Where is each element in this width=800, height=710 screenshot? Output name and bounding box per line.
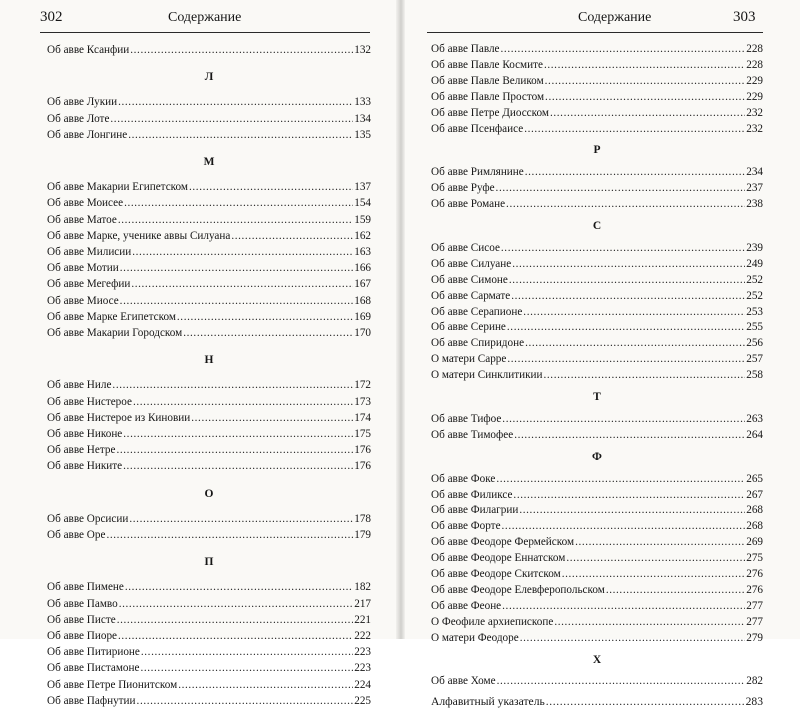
entry-page-number: 229 (746, 74, 763, 87)
toc-entry (47, 458, 371, 474)
entry-page-number: 175 (354, 428, 371, 440)
entry-title: Об авве Филагрии (431, 504, 519, 517)
toc-entry (47, 677, 371, 693)
leader-dots (137, 693, 354, 709)
section-letter: П (204, 556, 214, 569)
entry-title: О матери Феодоре (431, 631, 519, 644)
toc-entry (431, 630, 763, 646)
leader-dots (118, 94, 353, 110)
entry-page-number: 256 (746, 337, 763, 350)
toc-entry (431, 41, 763, 57)
entry-title: Об авве Серине (431, 321, 506, 334)
toc-entry (431, 335, 763, 351)
toc-entry (431, 196, 763, 212)
leader-dots (502, 518, 746, 534)
entry-page-number: 268 (746, 520, 763, 533)
entry-title: Об авве Никите (47, 460, 123, 473)
entry-page-number: 275 (746, 552, 763, 565)
entry-page-number: 159 (354, 213, 371, 226)
entry-title: Об авве Ниле (47, 379, 112, 392)
toc-entry (47, 660, 371, 676)
entry-title: Об авве Моисее (47, 197, 124, 210)
leader-dots (562, 566, 746, 582)
leader-dots (509, 272, 745, 288)
entry-page-number: 179 (354, 529, 371, 541)
toc-entry (431, 256, 763, 272)
entry-page-number: 279 (746, 631, 763, 644)
toc-entry (431, 105, 763, 121)
toc-entry (431, 502, 763, 518)
entry-title: Об авве Лоте (47, 112, 110, 125)
section-letter: Т (593, 391, 601, 403)
entry-page-number: 163 (354, 246, 371, 258)
section-letter: С (592, 220, 602, 232)
entry-page-number: 265 (746, 472, 763, 485)
entry-page-number: 269 (746, 536, 763, 549)
leader-dots (130, 42, 353, 58)
entry-page-number: 172 (354, 379, 371, 392)
toc-entry (431, 89, 763, 105)
entry-page-number: 252 (746, 289, 763, 302)
entry-title: Об авве Мотии (47, 262, 119, 275)
entry-title: Об авве Писте (47, 613, 116, 626)
leader-dots (544, 57, 745, 73)
entry-page-number: 238 (746, 198, 763, 211)
entry-page-number: 268 (746, 504, 763, 517)
leader-dots (112, 377, 353, 393)
entry-page-number: 234 (746, 166, 763, 179)
leader-dots (128, 127, 353, 143)
leader-dots (511, 288, 745, 304)
right-header-rule (427, 32, 763, 33)
entry-title: Об авве Петре Пионитском (47, 678, 178, 691)
toc-entry (431, 121, 763, 137)
entry-title: Об авве Псенфаисе (431, 122, 524, 135)
toc-entry (47, 111, 371, 127)
entry-page-number: 166 (354, 262, 371, 275)
leader-dots (512, 256, 745, 272)
leader-dots (183, 325, 353, 341)
entry-title: Об авве Феодоре Елевферопольском (431, 583, 605, 596)
toc-entry (431, 288, 763, 304)
section-letter: О (204, 487, 214, 500)
section-letter: Н (204, 354, 214, 367)
entry-page-number: 239 (746, 241, 763, 254)
entry-title: Об авве Нетре (47, 444, 116, 457)
leader-dots (523, 304, 745, 320)
toc-entry (47, 309, 371, 325)
left-page (0, 0, 399, 707)
entry-page-number: 277 (746, 599, 763, 612)
entry-title: Об авве Пафнутии (47, 694, 136, 707)
entry-title: Об авве Павле Космите (431, 58, 543, 71)
entry-title: Об авве Макарии Городском (47, 327, 183, 339)
toc-entry (47, 693, 371, 709)
entry-title: Об авве Сармате (431, 289, 511, 302)
entry-title: Об авве Пистамоне (47, 662, 140, 675)
toc-entry (431, 240, 763, 256)
toc-entry (431, 411, 763, 427)
entry-page-number: 223 (354, 646, 371, 659)
toc-entry (431, 351, 763, 367)
leader-dots (118, 628, 353, 644)
entry-page-number: 135 (354, 128, 371, 141)
toc-entry (47, 212, 371, 228)
entry-page-number: 258 (746, 369, 763, 382)
toc-entry (431, 471, 763, 487)
entry-title: Об авве Тифое (431, 412, 502, 425)
entry-page-number: 176 (354, 444, 371, 457)
section-letter: Х (592, 653, 602, 666)
leader-dots (550, 105, 745, 121)
entry-page-number: 176 (354, 460, 371, 473)
leader-dots (525, 335, 745, 351)
leader-dots (575, 534, 745, 550)
book-gutter (396, 0, 405, 639)
toc-entry (431, 73, 763, 89)
entry-page-number: 178 (354, 512, 371, 525)
entry-page-number: 257 (746, 353, 763, 366)
toc-entry (431, 614, 763, 630)
entry-page-number: 173 (354, 395, 371, 408)
entry-title: Об авве Сисое (431, 241, 500, 254)
leader-dots (140, 660, 353, 676)
entry-title: Об авве Лукии (47, 96, 118, 109)
toc-entry (47, 628, 371, 644)
leader-dots (106, 527, 353, 543)
leader-dots (502, 598, 745, 614)
toc-entry (47, 377, 371, 393)
entry-title: Об авве Хоме (431, 675, 496, 688)
entry-page-number: 283 (745, 695, 763, 709)
entry-page-number: 264 (746, 428, 763, 441)
entry-page-number: 182 (354, 581, 371, 594)
entry-title: Об авве Пиоре (47, 630, 118, 642)
leader-dots (132, 244, 353, 260)
entry-title: Об авве Фоке (431, 472, 496, 485)
toc-entry (431, 487, 763, 503)
entry-title: Об авве Петре Диосском (431, 106, 549, 119)
toc-entry (47, 325, 371, 341)
leader-dots (519, 502, 745, 518)
leader-dots (496, 180, 746, 196)
entry-title: Об авве Феодоре Еннатском (431, 552, 566, 565)
leader-dots (231, 228, 353, 244)
toc-entry (431, 367, 763, 383)
leader-dots (606, 582, 745, 598)
toc-entry (47, 511, 371, 527)
entry-title: Об авве Симоне (431, 273, 508, 286)
entry-title: Об авве Павле Великом (431, 74, 544, 87)
leader-dots (525, 164, 745, 180)
entry-title: О матери Синклитикии (431, 369, 543, 382)
leader-dots (125, 579, 353, 595)
leader-dots (545, 89, 745, 105)
entry-title: Об авве Питирионе (47, 646, 140, 659)
toc-entry (47, 612, 371, 628)
leader-dots (123, 426, 353, 442)
entry-page-number: 134 (354, 112, 371, 125)
entry-title: Об авве Никоне (47, 428, 123, 440)
leader-dots (129, 511, 353, 527)
toc-entry (47, 276, 371, 292)
toc-entry (47, 179, 371, 195)
entry-title: Об авве Орсисии (47, 512, 129, 525)
entry-title: Об авве Миосе (47, 294, 119, 307)
section-letter: Ф (592, 450, 602, 463)
entry-page-number: 132 (354, 44, 371, 56)
entry-page-number: 223 (354, 662, 371, 675)
toc-entry (47, 228, 371, 244)
entry-title: Об авве Макарии Египетском (47, 181, 188, 194)
leader-dots (501, 41, 746, 57)
right-page (401, 0, 800, 709)
toc-entry (431, 57, 763, 73)
leader-dots (545, 73, 746, 89)
entry-title: Об авве Пимене (47, 581, 124, 594)
leader-dots (124, 195, 353, 211)
entry-title: Об авве Нистерое (47, 395, 132, 408)
toc-entry (47, 410, 371, 426)
entry-title: Об авве Феодоре Фермейском (431, 536, 575, 549)
entry-title: Об авве Римлянине (431, 166, 524, 179)
toc-entry (47, 579, 371, 595)
entry-title: Об авве Силуане (431, 257, 512, 270)
leader-dots (501, 240, 745, 256)
leader-dots (544, 367, 746, 383)
leader-dots (524, 121, 745, 137)
leader-dots (119, 596, 353, 612)
leader-dots (496, 471, 745, 487)
entry-page-number: 282 (746, 675, 763, 688)
toc-entry (431, 598, 763, 614)
entry-page-number: 276 (746, 583, 763, 596)
entry-page-number: 225 (354, 694, 371, 707)
entry-page-number: 133 (354, 96, 371, 109)
entry-title: Об авве Мегефии (47, 278, 131, 291)
entry-title: Об авве Памво (47, 597, 118, 610)
entry-page-number: 253 (746, 305, 763, 318)
entry-page-number: 167 (354, 278, 371, 291)
entry-page-number: 222 (354, 630, 371, 642)
toc-entry (47, 644, 371, 660)
leader-dots (178, 677, 353, 693)
entry-page-number: 229 (746, 90, 763, 103)
entry-page-number: 224 (354, 678, 371, 691)
entry-page-number: 154 (354, 197, 371, 210)
entry-page-number: 162 (354, 229, 371, 242)
leader-dots (120, 260, 353, 276)
entry-page-number: 217 (354, 597, 371, 610)
toc-entry (47, 596, 371, 612)
leader-dots (118, 212, 353, 228)
entry-title: О матери Сарре (431, 353, 507, 366)
entry-page-number: 170 (354, 327, 371, 339)
toc-entry (47, 426, 371, 442)
toc-entry (47, 42, 371, 58)
entry-title: Алфавитный указатель (431, 695, 545, 709)
leader-dots (110, 111, 353, 127)
entry-page-number: 232 (746, 122, 763, 135)
toc-entry (431, 304, 763, 320)
entry-title: Об авве Марке Египетском (47, 310, 176, 323)
toc-entry (431, 427, 763, 443)
leader-dots (133, 394, 353, 410)
toc-entry (47, 94, 371, 110)
leader-dots (123, 458, 353, 474)
section-letter: Р (593, 144, 601, 157)
leader-dots (502, 411, 745, 427)
entry-page-number: 263 (746, 412, 763, 425)
entry-title: Об авве Павле Простом (431, 90, 545, 103)
toc-entry (47, 260, 371, 276)
entry-title: Об авве Тимофее (431, 428, 514, 441)
toc-entry (431, 164, 763, 180)
right-running-head: Содержание (578, 10, 652, 25)
leader-dots (507, 351, 745, 367)
leader-dots (514, 427, 745, 443)
toc-entry (47, 244, 371, 260)
leader-dots (513, 487, 745, 503)
leader-dots (506, 196, 745, 212)
toc-entry (47, 127, 371, 143)
entry-title: Об авве Филиксе (431, 488, 513, 501)
entry-title: Об авве Лонгине (47, 128, 128, 141)
toc-entry (47, 442, 371, 458)
entry-title: Об авве Павле (431, 43, 500, 55)
entry-title: Об авве Нистерое из Киновии (47, 411, 191, 424)
toc-entry (431, 550, 763, 566)
toc-entry (431, 319, 763, 335)
section-letter: М (203, 156, 215, 168)
left-header-rule (40, 32, 370, 33)
entry-page-number: 232 (746, 106, 763, 119)
leader-dots (554, 614, 745, 630)
toc-entry (431, 534, 763, 550)
left-running-head: Содержание (168, 10, 242, 25)
entry-title: Об авве Руфе (431, 182, 495, 195)
toc-entry (47, 293, 371, 309)
entry-title: Об авве Романе (431, 198, 506, 211)
toc-entry (431, 582, 763, 598)
leader-dots (497, 673, 746, 689)
right-page-number: 303 (733, 9, 756, 25)
leader-dots (141, 644, 353, 660)
leader-dots (120, 293, 354, 309)
entry-title: Об авве Серапионе (431, 305, 523, 318)
entry-page-number: 221 (354, 613, 371, 626)
toc-entry (431, 518, 763, 534)
leader-dots (507, 319, 745, 335)
entry-page-number: 255 (746, 321, 763, 334)
leader-dots (566, 550, 745, 566)
leader-dots (117, 612, 354, 628)
toc-entry (431, 673, 763, 689)
entry-title: Об авве Матое (47, 213, 117, 226)
entry-title: Об авве Форте (431, 520, 501, 533)
entry-page-number: 137 (354, 181, 371, 194)
entry-page-number: 249 (746, 257, 763, 270)
entry-title: Об авве Ксанфии (47, 44, 130, 56)
leader-dots (189, 179, 353, 195)
entry-page-number: 169 (354, 310, 371, 323)
entry-title: Об авве Марке, ученике аввы Силуана (47, 229, 231, 242)
leader-dots (520, 630, 746, 646)
entry-page-number: 228 (746, 43, 763, 55)
entry-page-number: 174 (354, 411, 371, 424)
entry-title: О Феофиле архиепископе (431, 615, 554, 628)
entry-title: Об авве Феоне (431, 599, 502, 612)
toc-entry (431, 566, 763, 582)
leader-dots (131, 276, 353, 292)
section-letter: Л (204, 71, 214, 84)
entry-page-number: 267 (746, 488, 763, 501)
entry-page-number: 168 (354, 294, 371, 307)
toc-entry (47, 527, 371, 543)
leader-dots (191, 410, 353, 426)
leader-dots (546, 694, 745, 710)
entry-page-number: 252 (746, 273, 763, 286)
leader-dots (177, 309, 353, 325)
toc-entry (47, 195, 371, 211)
left-page-number: 302 (40, 9, 63, 25)
toc-entry (431, 180, 763, 196)
toc-entry (47, 394, 371, 410)
entry-title: Об авве Милисии (47, 246, 132, 258)
entry-title: Об авве Феодоре Скитском (431, 568, 561, 580)
index-entry (431, 694, 763, 710)
entry-page-number: 277 (746, 615, 763, 628)
entry-title: Об авве Спиридоне (431, 337, 525, 350)
leader-dots (116, 442, 353, 458)
entry-page-number: 228 (746, 58, 763, 71)
entry-page-number: 237 (746, 182, 763, 195)
entry-page-number: 276 (746, 568, 763, 580)
toc-entry (431, 272, 763, 288)
entry-title: Об авве Оре (47, 529, 106, 541)
